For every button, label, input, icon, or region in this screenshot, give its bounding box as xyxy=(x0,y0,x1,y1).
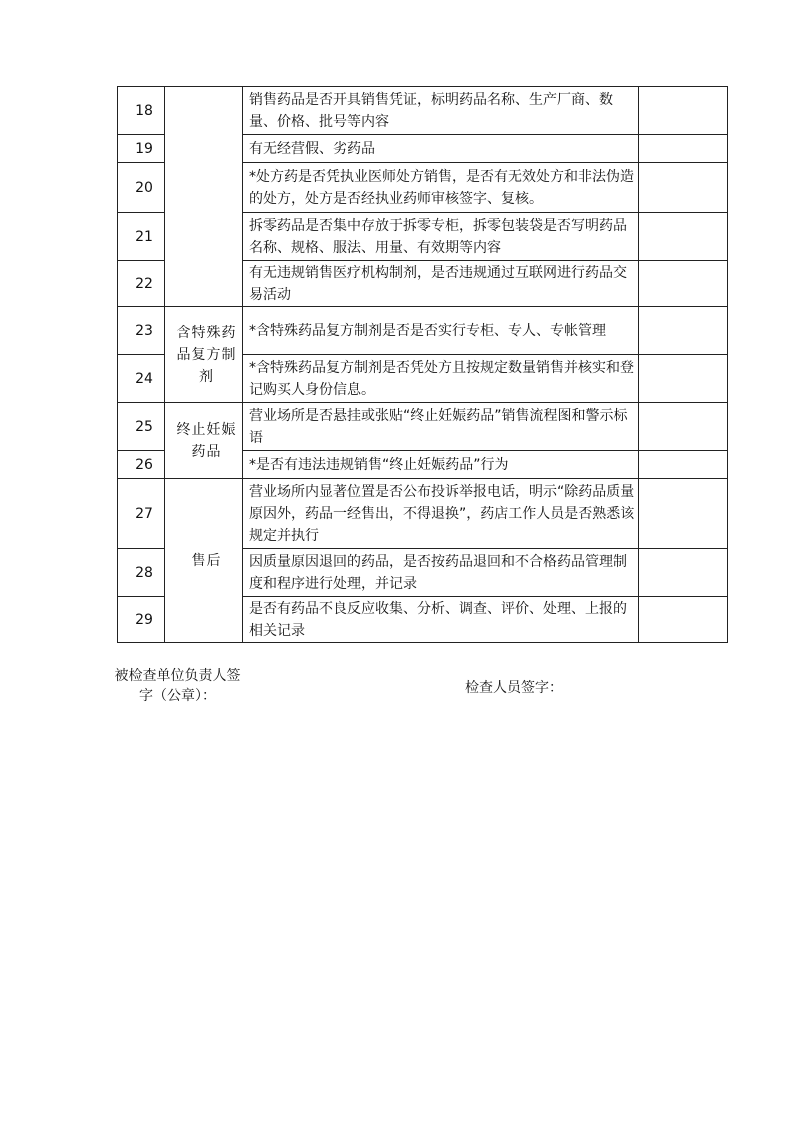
row-number: 19 xyxy=(118,135,165,163)
table-row xyxy=(118,479,728,549)
row-number: 26 xyxy=(118,451,165,479)
table-row xyxy=(118,87,728,135)
row-number: 21 xyxy=(118,213,165,261)
row-number: 27 xyxy=(118,479,165,549)
result-cell xyxy=(639,213,728,261)
result-cell xyxy=(639,135,728,163)
inspected-unit-signature-label: 被检查单位负责人签字（公章）： xyxy=(114,668,241,704)
table-row xyxy=(118,403,728,451)
result-cell xyxy=(639,403,728,451)
result-cell xyxy=(639,549,728,597)
check-item: *含特殊药品复方制剂是否是否实行专柜、专人、专帐管理 xyxy=(243,307,639,355)
row-number: 29 xyxy=(118,597,165,643)
result-cell xyxy=(639,355,728,403)
row-number: 22 xyxy=(118,261,165,307)
result-cell xyxy=(639,597,728,643)
check-item: *含特殊药品复方制剂是否凭处方且按规定数量销售并核实和登记购买人身份信息。 xyxy=(243,355,639,403)
check-item: 是否有药品不良反应收集、分析、调查、评价、处理、上报的相关记录 xyxy=(243,597,639,643)
result-cell xyxy=(639,451,728,479)
check-item: 营业场所是否悬挂或张贴“终止妊娠药品”销售流程图和警示标语 xyxy=(243,403,639,451)
check-item: 拆零药品是否集中存放于拆零专柜，拆零包装袋是否写明药品名称、规格、服法、用量、有效期等内容 xyxy=(243,213,639,261)
row-number: 23 xyxy=(118,307,165,355)
row-number: 20 xyxy=(118,163,165,213)
table-row xyxy=(118,307,728,355)
inspector-signature-label: 检查人员签字： xyxy=(465,680,563,696)
check-item: 有无违规销售医疗机构制剂，是否违规通过互联网进行药品交易活动 xyxy=(243,261,639,307)
checklist-table xyxy=(117,86,728,643)
check-item: *是否有违法违规销售“终止妊娠药品”行为 xyxy=(243,451,639,479)
check-item: 有无经营假、劣药品 xyxy=(243,135,639,163)
check-item: 因质量原因退回的药品，是否按药品退回和不合格药品管理制度和程序进行处理，并记录 xyxy=(243,549,639,597)
check-item: 营业场所内显著位置是否公布投诉举报电话，明示“除药品质量原因外，药品一经售出，不得退换”，药店工作人员是否熟悉该规定并执行 xyxy=(243,479,639,549)
row-number: 18 xyxy=(118,87,165,135)
result-cell xyxy=(639,307,728,355)
result-cell xyxy=(639,87,728,135)
result-cell xyxy=(639,163,728,213)
row-number: 25 xyxy=(118,403,165,451)
category-cell: 售后 xyxy=(165,479,243,643)
result-cell xyxy=(639,261,728,307)
category-cell: 终止妊娠药品 xyxy=(165,403,243,479)
row-number: 24 xyxy=(118,355,165,403)
check-item: *处方药是否凭执业医师处方销售，是否有无效处方和非法伪造的处方，处方是否经执业药师审核签字、复核。 xyxy=(243,163,639,213)
row-number: 28 xyxy=(118,549,165,597)
result-cell xyxy=(639,479,728,549)
category-cell xyxy=(165,87,243,307)
category-cell: 含特殊药品复方制剂 xyxy=(165,307,243,403)
check-item: 销售药品是否开具销售凭证，标明药品名称、生产厂商、数量、价格、批号等内容 xyxy=(243,87,639,135)
